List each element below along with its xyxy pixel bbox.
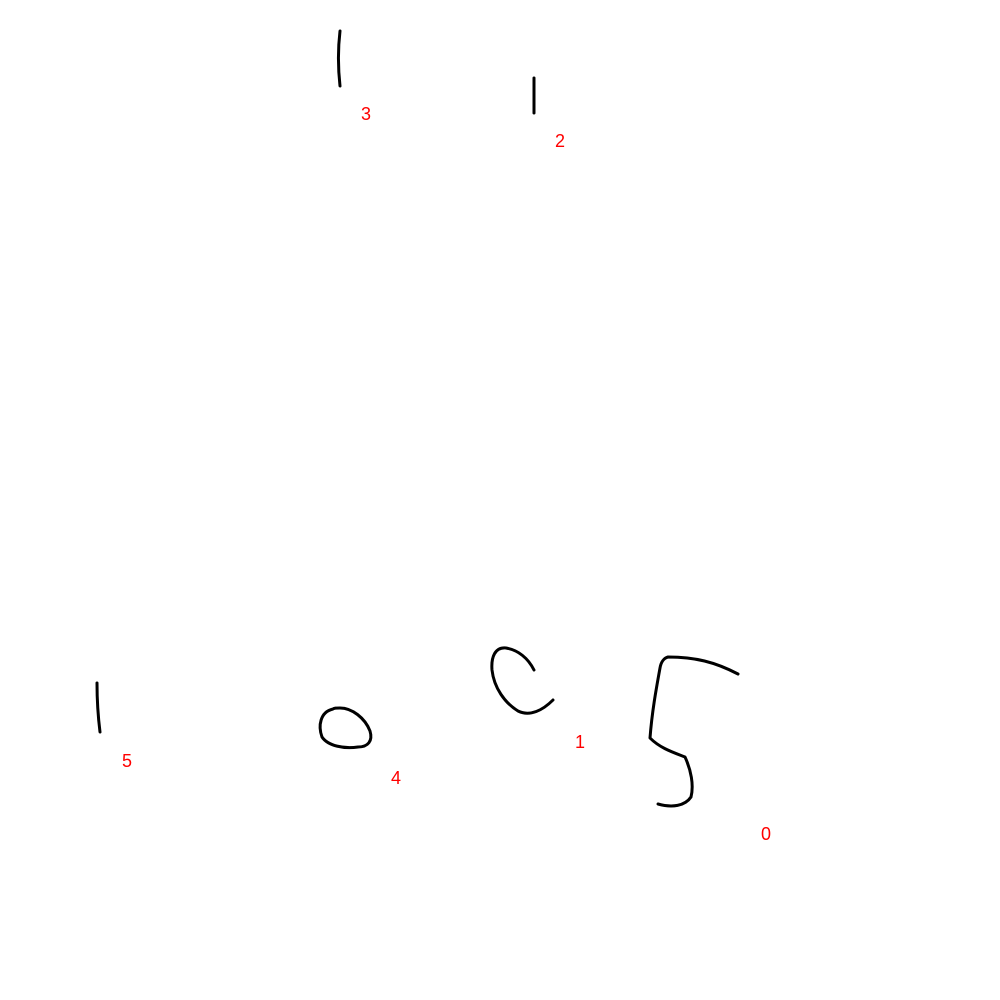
stroke-label-5: 5 <box>122 751 133 771</box>
stroke-label-0: 0 <box>761 824 772 844</box>
stroke-5 <box>97 683 100 732</box>
stroke-label-2: 2 <box>555 131 566 151</box>
stroke-label-4: 4 <box>391 768 402 788</box>
stroke-1 <box>492 648 553 713</box>
stroke-label-3: 3 <box>361 104 372 124</box>
stroke-3 <box>339 31 341 86</box>
stroke-0 <box>650 657 738 806</box>
stroke-4 <box>320 708 371 748</box>
stroke-label-1: 1 <box>575 732 586 752</box>
